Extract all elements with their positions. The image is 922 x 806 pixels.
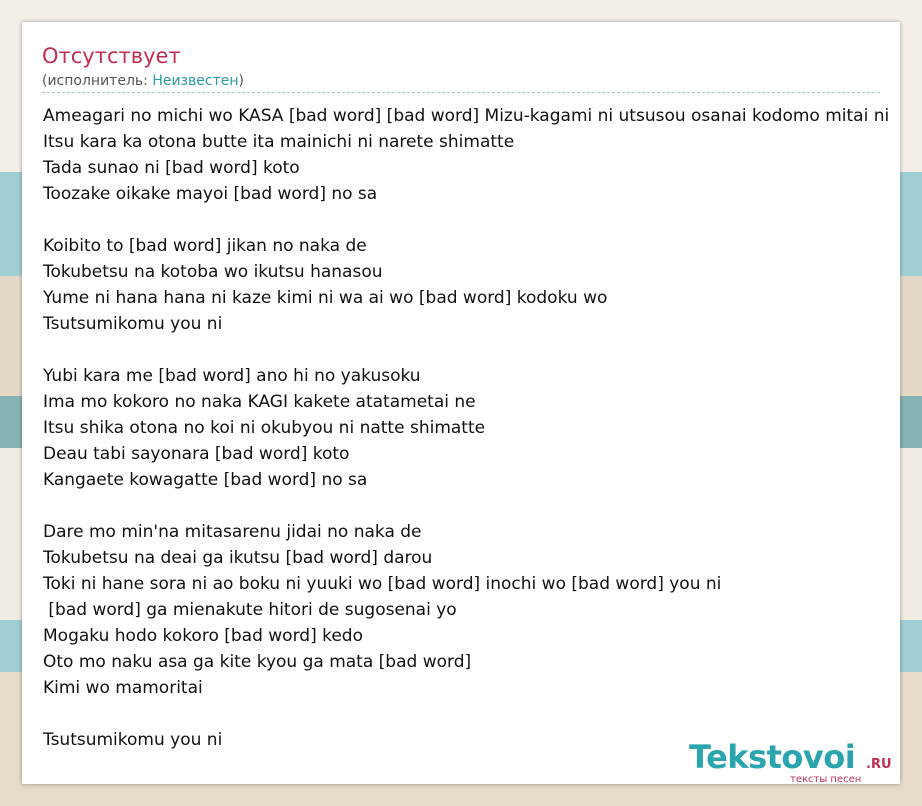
logo-wordmark: Tekstovoi	[689, 738, 856, 776]
lyric-line: Toki ni hane sora ni ao boku ni yuuki wo [bad word] inochi wo [bad word] you ni	[43, 574, 722, 594]
lyric-line: Itsu kara ka otona butte ita mainichi ni narete shimatte	[43, 132, 515, 152]
song-title: Отсутствует	[42, 44, 181, 68]
artist-prefix: (исполнитель:	[42, 73, 153, 89]
lyric-line: Tsutsumikomu you ni	[43, 730, 223, 750]
lyrics-card	[22, 22, 900, 784]
lyric-line: [bad word] ga mienakute hitori de sugosenai yo	[43, 600, 457, 620]
lyric-blank-line	[43, 701, 889, 727]
logo-tagline: тексты песен	[790, 774, 862, 784]
logo-domain: .RU	[866, 757, 892, 772]
lyric-line: Tada sunao ni [bad word] koto	[43, 158, 300, 178]
site-logo[interactable]	[689, 738, 899, 784]
lyric-line: Oto mo naku asa ga kite kyou ga mata [bad word]	[43, 652, 472, 672]
lyric-line: Tokubetsu na deai ga ikutsu [bad word] darou	[43, 548, 433, 568]
lyric-line: Tokubetsu na kotoba wo ikutsu hanasou	[43, 262, 383, 282]
title-divider	[42, 92, 880, 93]
lyric-line: Tsutsumikomu you ni	[43, 314, 223, 334]
lyric-line: Mogaku hodo kokoro [bad word] kedo	[43, 626, 363, 646]
lyric-line: Ima mo kokoro no naka KAGI kakete atatametai ne	[43, 392, 476, 412]
lyric-blank-line	[43, 207, 889, 233]
lyric-line: Koibito to [bad word] jikan no naka de	[43, 236, 367, 256]
lyric-blank-line	[43, 337, 889, 363]
artist-suffix: )	[238, 73, 244, 89]
lyrics-body	[43, 103, 889, 753]
lyric-line: Yume ni hana hana ni kaze kimi ni wa ai wo [bad word] kodoku wo	[43, 288, 608, 308]
lyric-line: Toozake oikake mayoi [bad word] no sa	[43, 184, 378, 204]
lyric-line: Dare mo min'na mitasarenu jidai no naka de	[43, 522, 422, 542]
lyric-line: Kangaete kowagatte [bad word] no sa	[43, 470, 368, 490]
lyric-line: Deau tabi sayonara [bad word] koto	[43, 444, 350, 464]
artist-link[interactable]: Неизвестен	[152, 73, 239, 89]
lyric-line: Kimi wo mamoritai	[43, 678, 203, 698]
artist-byline	[42, 73, 244, 89]
lyric-line: Itsu shika otona no koi ni okubyou ni natte shimatte	[43, 418, 486, 438]
lyric-blank-line	[43, 493, 889, 519]
lyric-line: Yubi kara me [bad word] ano hi no yakusoku	[43, 366, 421, 386]
lyric-line: Ameagari no michi wo KASA [bad word] [bad word] Mizu-kagami ni utsusou osanai kodomo mitai ni	[43, 106, 890, 126]
